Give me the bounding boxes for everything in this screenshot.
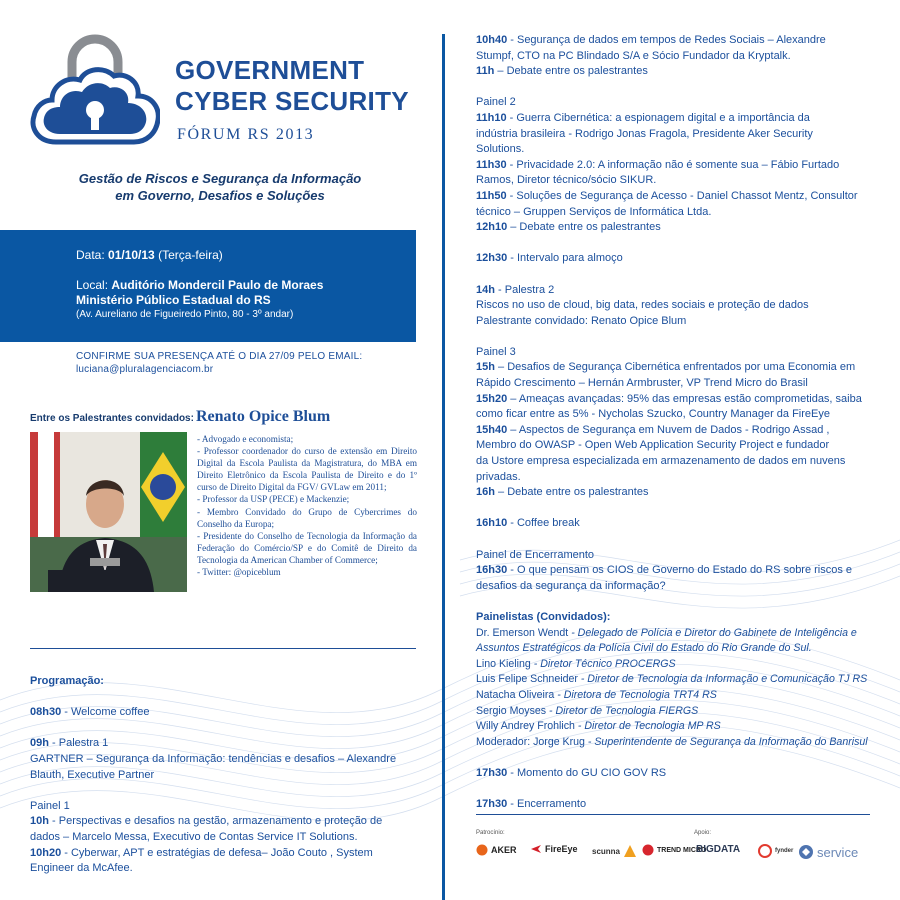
bio-item: - Professor coordenador do curso de extensão em Direito Digital da Escola Paulista da Magistratura, do MBA em Direito Eletrônico da Escola Paulista de Direito e do 1º curso de Direito Digital da FGV/ GVLaw em 2011; (197, 446, 417, 493)
description: - Privacidade 2.0: A informação não é somente sua – Fábio Furtado (506, 158, 840, 171)
panelist-name: Dr. Emerson Wendt (476, 626, 569, 639)
panelist-role: - Delegado de Polícia e Diretor do Gabinete de Inteligência e (568, 626, 857, 639)
time: 16h30 (476, 564, 508, 577)
panelist-name: Luis Felipe Schneider (476, 673, 578, 686)
panelist-role: - Superintendente de Segurança da Informação do Banrisul (584, 735, 868, 748)
description: – Ameaças avançadas: 95% das empresas estão comprometidas, saiba (507, 392, 862, 405)
rsvp-text: CONFIRME SUA PRESENÇA ATÉ O DIA 27/09 PELO EMAIL: (76, 351, 363, 362)
description: - Encerramento (507, 798, 587, 811)
description: privadas. (476, 470, 521, 483)
support-caption: Apoio: (694, 830, 712, 836)
panelist-role: - Diretor de Tecnologia da Informação e Comunicação TJ RS (577, 673, 868, 686)
panelist (476, 719, 886, 735)
sponsor-logo-aker: AKER (476, 844, 517, 856)
time: 15h (476, 361, 495, 374)
panelist-role: - Diretor de Tecnologia MP RS (574, 720, 721, 733)
time: 16h10 (476, 517, 508, 530)
program-left (30, 674, 425, 877)
schedule-item (476, 485, 886, 501)
time: 10h40 (476, 34, 508, 46)
date-day: (Terça-feira) (154, 248, 223, 262)
description: – Debate entre os palestrantes (494, 65, 648, 78)
panelist-role: Assuntos Estratégicos da Polícia Civil do Estado do Rio Grande do Sul. (476, 642, 812, 655)
speakers-label: Entre os Palestrantes convidados: (30, 413, 194, 424)
schedule-item (30, 705, 425, 721)
local-row (76, 278, 416, 293)
local-label: Local: (76, 278, 112, 292)
panel-label: Painel de Encerramento (476, 548, 595, 561)
panel-label: Painel 3 (476, 345, 516, 358)
date-row (76, 248, 416, 263)
time: 16h (476, 486, 495, 499)
description: - Intervalo para almoço (507, 252, 623, 265)
description: – Desafios de Segurança Cibernética enfrentados por uma Economia em (494, 361, 856, 374)
description: Riscos no uso de cloud, big data, redes sociais e proteção de dados (476, 299, 809, 312)
left-column (0, 0, 430, 900)
description: Stumpf, CTO na PC Blindado S/A e Sócio Fundador da Kryptalk. (476, 49, 791, 62)
schedule-item (476, 423, 886, 439)
title-line2: CYBER SECURITY (175, 86, 409, 116)
bio-item: - Presidente do Conselho de Tecnologia da Informação da Federação do Comércio/SP e do Comitê de Direito da Tecnologia da American Chamber of Commerce; (197, 530, 417, 565)
time: 15h20 (476, 392, 508, 405)
description: GARTNER – Segurança da Informação: tendências e desafios – Alexandre (30, 752, 397, 765)
fynder-icon (758, 844, 772, 858)
subtitle-line1: Gestão de Riscos e Segurança da Informação (78, 171, 362, 186)
schedule-item (30, 846, 425, 862)
description: Membro do OWASP - Open Web Application Security Project e fundador (476, 439, 830, 452)
panel-label: Painel 2 (476, 96, 516, 109)
panelist (476, 735, 886, 751)
description: Solutions. (476, 143, 525, 156)
description: – Aspectos de Segurança em Nuvem de Dados - Rodrigo Assad , (507, 423, 830, 436)
address: (Av. Aureliano de Figueiredo Pinto, 80 - 3º andar) (76, 309, 294, 320)
subtitle-line2: em Governo, Desafios e Soluções (115, 188, 325, 203)
schedule-item (476, 189, 886, 205)
rsvp-notice (76, 350, 362, 376)
panelist-name: Lino Kieling (476, 657, 531, 670)
time: 11h30 (476, 158, 507, 171)
trendmicro-icon (642, 844, 654, 856)
description: - O que pensam os CIOS de Governo do Estado do RS sobre riscos e (507, 564, 853, 577)
time: 11h10 (476, 111, 507, 124)
description: - Guerra Cibernética: a espionagem digital e a importância da (506, 111, 810, 124)
time: 15h40 (476, 423, 508, 436)
schedule-item (476, 251, 886, 267)
description: Palestrante convidado: Renato Opice Blum (476, 314, 687, 327)
panelist-name: Willy Andrey Frohlich (476, 720, 575, 733)
schedule-item (476, 111, 886, 127)
description: - Momento do GU CIO GOV RS (507, 766, 667, 779)
panelist (476, 641, 886, 657)
description: da Ustore empresa especializada em armazenamento de dados em nuvens (476, 455, 846, 468)
sponsor-logo-fireeye: FireEye (530, 844, 578, 854)
schedule-item (476, 360, 886, 376)
schedule-item (476, 392, 886, 408)
panel-label: Painel 1 (30, 799, 70, 812)
schedule-item (476, 33, 886, 49)
bio-item: - Professor da USP (PECE) e Mackenzie; (197, 494, 350, 505)
sponsors-divider (476, 814, 870, 815)
sponsor-logo-trendmicro: TREND MICRO (642, 844, 706, 856)
panelist (476, 657, 886, 673)
time: 14h (476, 283, 495, 296)
description: Blauth, Executive Partner (30, 768, 155, 781)
aker-icon (476, 844, 488, 856)
description: Ramos, Diretor técnico/sócio SIKUR. (476, 174, 657, 187)
schedule-item (30, 736, 425, 752)
description: dados – Marcelo Messa, Executivo de Contas Service IT Solutions. (30, 830, 358, 843)
panelist (476, 672, 886, 688)
description: - Soluções de Segurança de Acesso - Daniel Chassot Mentz, Consultor (506, 189, 858, 202)
description: - Palestra 1 (48, 737, 109, 750)
sponsors-bar (476, 830, 876, 870)
schedule-item (476, 283, 886, 299)
scunna-icon (623, 844, 637, 858)
description: desafios da segurança da informação? (476, 579, 666, 592)
description: – Debate entre os palestrantes (494, 486, 649, 499)
support-logo-fynder: fynder (758, 844, 793, 858)
panelist-name: Natacha Oliveira (476, 688, 555, 701)
rsvp-email[interactable]: luciana@pluralagenciacom.br (76, 364, 214, 375)
time: 17h30 (476, 766, 508, 779)
time: 11h (476, 65, 495, 78)
time: 11h50 (476, 189, 507, 202)
panelist-name: Sergio Moyses (476, 704, 547, 717)
description: - Welcome coffee (61, 706, 150, 719)
schedule-item (476, 220, 886, 236)
schedule-item (476, 797, 886, 813)
time: 10h20 (30, 846, 62, 859)
panelist-name: Moderador: Jorge Krug (476, 735, 585, 748)
bio-item: - Advogado e economista; (197, 434, 294, 444)
description: - Cyberwar, APT e estratégias de defesa– João Couto , System (61, 846, 373, 859)
program-heading: Programação: (30, 675, 104, 687)
local-value: Auditório Mondercil Paulo de Moraes (111, 278, 324, 292)
fireeye-icon (530, 844, 542, 854)
description: indústria brasileira - Rodrigo Jonas Fragola, Presidente Aker Security (476, 127, 813, 140)
schedule-item (476, 766, 886, 782)
column-divider (442, 34, 445, 900)
time: 12h10 (476, 221, 508, 234)
panelist (476, 688, 886, 704)
forum-label: FÓRUM RS 2013 (177, 126, 315, 143)
schedule-item (476, 563, 886, 579)
section-divider (30, 648, 416, 649)
schedule-item (476, 158, 886, 174)
description: técnico – Gruppen Serviços de Informática Ltda. (476, 205, 712, 218)
schedule-item (30, 814, 425, 830)
description: Engineer da McAfee. (30, 862, 133, 875)
bio-item: - Membro Convidado do Grupo de Cybercrimes do Conselho da Europa; (197, 506, 417, 529)
event-title (175, 55, 409, 117)
speaker-bio (197, 433, 417, 578)
speaker-photo (30, 432, 187, 592)
panelists-heading: Painelistas (Convidados): (476, 610, 611, 623)
speaker-name: Renato Opice Blum (196, 408, 331, 425)
panelist (476, 626, 886, 642)
date-value: 01/10/13 (108, 248, 155, 262)
time: 09h (30, 737, 49, 750)
local-value-2: Ministério Público Estadual do RS (76, 293, 271, 307)
panelist-role: - Diretor Técnico PROCERGS (530, 657, 676, 670)
event-info-box (0, 230, 416, 342)
local-row-2 (76, 293, 416, 308)
date-label: Data: (76, 248, 109, 262)
time: 08h30 (30, 706, 62, 719)
support-logo-service: service (798, 844, 858, 860)
description: - Coffee break (507, 517, 580, 530)
panelist-role: - Diretora de Tecnologia TRT4 RS (554, 688, 717, 701)
bio-item: - Twitter: @opiceblum (197, 567, 281, 578)
panelist-role: - Diretor de Tecnologia FIERGS (546, 704, 699, 717)
sponsor-caption: Patrocínio: (476, 830, 505, 836)
program-right (476, 33, 886, 813)
panelist (476, 704, 886, 720)
description: Rápido Crescimento – Hernán Armbruster, VP Trend Micro do Brasil (476, 377, 808, 390)
event-subtitle (40, 170, 400, 204)
sponsor-logo-scunna: scunna (592, 844, 637, 858)
time: 10h (30, 815, 49, 828)
description: como ficar entre as 5% - Nycholas Szucko, Country Manager da FireEye (476, 408, 830, 421)
support-logo-bigdata: BIGDATA (696, 844, 741, 855)
description: - Palestra 2 (494, 283, 555, 296)
schedule-item (476, 64, 886, 80)
service-icon (798, 844, 814, 860)
description: - Segurança de dados em tempos de Redes Sociais – Alexandre (507, 34, 826, 46)
description: – Debate entre os palestrantes (507, 221, 661, 234)
time: 12h30 (476, 252, 508, 265)
schedule-item (476, 516, 886, 532)
time: 17h30 (476, 798, 508, 811)
title-line1: GOVERNMENT (175, 55, 365, 85)
description: - Perspectivas e desafios na gestão, armazenamento e proteção de (48, 815, 383, 828)
cloud-padlock-icon (30, 30, 160, 145)
